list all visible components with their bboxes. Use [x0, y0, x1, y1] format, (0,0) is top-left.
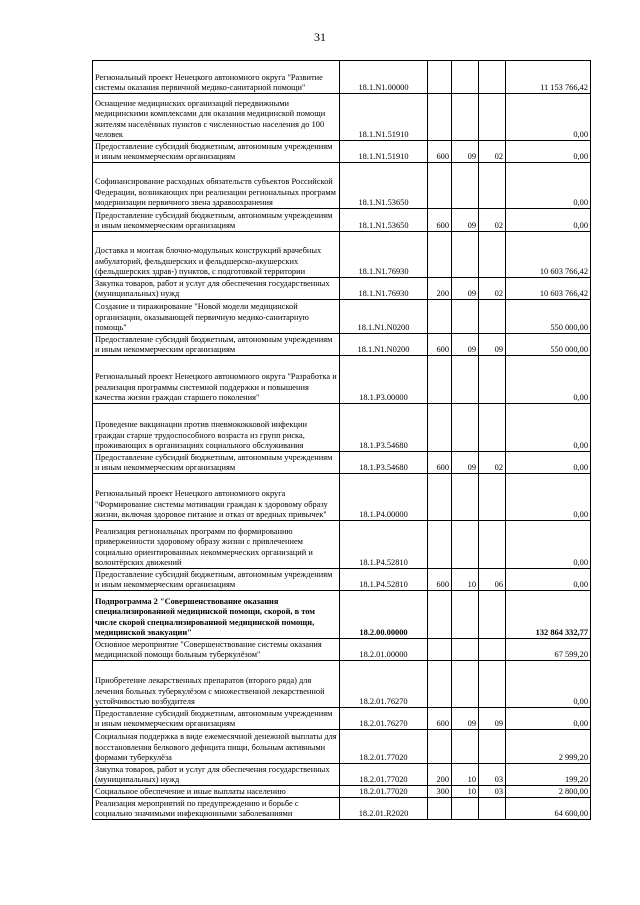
expense-type — [428, 61, 452, 94]
item-amount: 0,00 — [506, 404, 591, 452]
table-row — [93, 209, 591, 232]
item-name: Софинансирование расходных обязательств субъектов Российской Федерации, возникающих при реализации региональных программ модернизации первичного звена здравоохранения — [93, 163, 340, 209]
item-amount: 0,00 — [506, 452, 591, 474]
table-row — [93, 163, 591, 209]
item-amount: 2 999,20 — [506, 730, 591, 764]
expense-type — [428, 232, 452, 278]
table-row — [93, 708, 591, 730]
item-amount: 10 603 766,42 — [506, 232, 591, 278]
subsection-code: 02 — [479, 209, 506, 232]
subsection-code: 02 — [479, 141, 506, 163]
item-code: 18.2.00.00000 — [340, 591, 428, 639]
table-row — [93, 798, 591, 820]
table-row — [93, 764, 591, 786]
expense-type: 600 — [428, 334, 452, 356]
page-number: 31 — [314, 30, 326, 44]
subsection-code: 09 — [479, 708, 506, 730]
item-name: Приобретение лекарственных препаратов (второго ряда) для лечения больных туберкулёзом с множественной лекарственной устойчивостью возбудителя — [93, 661, 340, 708]
section-code: 09 — [452, 708, 479, 730]
item-amount: 2 800,00 — [506, 786, 591, 798]
expense-type — [428, 591, 452, 639]
expense-type — [428, 639, 452, 661]
section-code — [452, 356, 479, 404]
expense-type — [428, 404, 452, 452]
item-amount: 0,00 — [506, 163, 591, 209]
subsection-code — [479, 591, 506, 639]
item-code: 18.1.N1.53650 — [340, 163, 428, 209]
subsection-code: 03 — [479, 764, 506, 786]
item-code: 18.2.01.00000 — [340, 639, 428, 661]
table-row — [93, 639, 591, 661]
item-name: Региональный проект Ненецкого автономного округа "Развитие системы оказания первичной медико-санитарной помощи" — [93, 61, 340, 94]
item-code: 18.1.P4.00000 — [340, 474, 428, 521]
item-code: 18.2.01.77020 — [340, 786, 428, 798]
item-code: 18.1.N1.N0200 — [340, 334, 428, 356]
section-code: 09 — [452, 334, 479, 356]
item-name: Оснащение медицинских организаций передвижными медицинскими комплексами для оказания медицинской помощи жителям населённых пунктов с численностью населения до 100 человек — [93, 94, 340, 141]
item-name: Социальное обеспечение и иные выплаты населению — [93, 786, 340, 798]
item-name: Социальная поддержка в виде ежемесячной денежной выплаты для восстановления белкового дефицита пищи, больным активными формами туберкулёза — [93, 730, 340, 764]
table-row — [93, 141, 591, 163]
section-code — [452, 404, 479, 452]
table-row — [93, 404, 591, 452]
expense-type: 600 — [428, 569, 452, 591]
section-code — [452, 521, 479, 569]
item-code: 18.1.P4.52810 — [340, 521, 428, 569]
subsection-code — [479, 356, 506, 404]
section-code: 09 — [452, 141, 479, 163]
item-name: Предоставление субсидий бюджетным, автономным учреждениям и иным некоммерческим организациям — [93, 708, 340, 730]
subsection-code — [479, 300, 506, 334]
subsection-code — [479, 521, 506, 569]
item-code: 18.2.01.76270 — [340, 708, 428, 730]
subsection-code: 06 — [479, 569, 506, 591]
item-code: 18.2.01.77020 — [340, 730, 428, 764]
table-row — [93, 591, 591, 639]
expense-type: 200 — [428, 278, 452, 300]
section-code: 10 — [452, 764, 479, 786]
section-code — [452, 591, 479, 639]
subsection-code: 02 — [479, 452, 506, 474]
subsection-code — [479, 474, 506, 521]
expense-type: 200 — [428, 764, 452, 786]
section-code — [452, 61, 479, 94]
subsection-code: 02 — [479, 278, 506, 300]
table-row — [93, 232, 591, 278]
table-row — [93, 356, 591, 404]
item-amount: 11 153 766,42 — [506, 61, 591, 94]
subsection-code — [479, 730, 506, 764]
table-row — [93, 94, 591, 141]
item-name: Закупка товаров, работ и услуг для обеспечения государственных (муниципальных) нужд — [93, 764, 340, 786]
section-code — [452, 474, 479, 521]
table-row — [93, 474, 591, 521]
subsection-code — [479, 639, 506, 661]
table-row — [93, 334, 591, 356]
item-amount: 132 864 332,77 — [506, 591, 591, 639]
item-name: Региональный проект Ненецкого автономного округа "Разработка и реализация программы системной поддержки и повышения качества жизни граждан старшего поколения" — [93, 356, 340, 404]
section-code: 09 — [452, 209, 479, 232]
item-amount: 0,00 — [506, 356, 591, 404]
subsection-code — [479, 661, 506, 708]
section-code: 09 — [452, 452, 479, 474]
section-code — [452, 94, 479, 141]
section-code — [452, 300, 479, 334]
item-amount: 0,00 — [506, 521, 591, 569]
expense-type — [428, 730, 452, 764]
item-amount: 67 599,20 — [506, 639, 591, 661]
item-amount: 550 000,00 — [506, 300, 591, 334]
item-amount: 64 600,00 — [506, 798, 591, 820]
expense-type — [428, 163, 452, 209]
section-code — [452, 232, 479, 278]
item-name: Подпрограмма 2 "Совершенствование оказания специализированной медицинской помощи, скорой, в том числе скорой специализированной медицинской помощи, медицинской эвакуации" — [93, 591, 340, 639]
item-code: 18.1.N1.53650 — [340, 209, 428, 232]
item-code: 18.1.P3.54680 — [340, 452, 428, 474]
item-code: 18.2.01.R2020 — [340, 798, 428, 820]
item-amount: 550 000,00 — [506, 334, 591, 356]
subsection-code — [479, 94, 506, 141]
item-code: 18.2.01.77020 — [340, 764, 428, 786]
expense-type — [428, 521, 452, 569]
subsection-code — [479, 404, 506, 452]
item-amount: 10 603 766,42 — [506, 278, 591, 300]
item-name: Закупка товаров, работ и услуг для обеспечения государственных (муниципальных) нужд — [93, 278, 340, 300]
section-code — [452, 661, 479, 708]
item-amount: 0,00 — [506, 94, 591, 141]
subsection-code — [479, 61, 506, 94]
section-code — [452, 639, 479, 661]
item-name: Проведение вакцинации против пневмококковой инфекции граждан старше трудоспособного возраста из групп риска, проживающих в организациях социального обслуживания — [93, 404, 340, 452]
item-name: Создание и тиражирование "Новой модели медицинской организации, оказывающей первичную медико-санитарную помощь" — [93, 300, 340, 334]
expense-type — [428, 474, 452, 521]
item-amount: 0,00 — [506, 141, 591, 163]
expense-type: 600 — [428, 141, 452, 163]
expense-type: 600 — [428, 708, 452, 730]
table-row — [93, 61, 591, 94]
item-code: 18.1.P3.00000 — [340, 356, 428, 404]
item-name: Предоставление субсидий бюджетным, автономным учреждениям и иным некоммерческим организациям — [93, 209, 340, 232]
item-code: 18.1.P4.52810 — [340, 569, 428, 591]
section-code: 10 — [452, 786, 479, 798]
subsection-code — [479, 163, 506, 209]
item-name: Предоставление субсидий бюджетным, автономным учреждениям и иным некоммерческим организациям — [93, 452, 340, 474]
expense-type: 600 — [428, 209, 452, 232]
subsection-code: 09 — [479, 334, 506, 356]
item-code: 18.1.N1.51910 — [340, 94, 428, 141]
section-code — [452, 798, 479, 820]
subsection-code — [479, 798, 506, 820]
expense-type — [428, 661, 452, 708]
expense-type: 600 — [428, 452, 452, 474]
budget-table — [92, 60, 591, 820]
item-name: Региональный проект Ненецкого автономного округа "Формирование системы мотивации граждан к здоровому образу жизни, включая здоровое питание и отказ от вредных привычек" — [93, 474, 340, 521]
table-row — [93, 521, 591, 569]
item-code: 18.1.N1.N0200 — [340, 300, 428, 334]
item-amount: 0,00 — [506, 569, 591, 591]
table-row — [93, 661, 591, 708]
item-code: 18.1.N1.51910 — [340, 141, 428, 163]
item-name: Доставка и монтаж блочно-модульных конструкций врачебных амбулаторий, фельдшерских и фельдшерско-акушерских (фельдшерских здрав-) пунктов, с подготовкой территории — [93, 232, 340, 278]
subsection-code — [479, 232, 506, 278]
expense-type — [428, 300, 452, 334]
item-code: 18.2.01.76270 — [340, 661, 428, 708]
table-row — [93, 278, 591, 300]
expense-type — [428, 94, 452, 141]
item-name: Предоставление субсидий бюджетным, автономным учреждениям и иным некоммерческим организациям — [93, 569, 340, 591]
item-name: Предоставление субсидий бюджетным, автономным учреждениям и иным некоммерческим организациям — [93, 334, 340, 356]
item-name: Предоставление субсидий бюджетным, автономным учреждениям и иным некоммерческим организациям — [93, 141, 340, 163]
section-code — [452, 730, 479, 764]
expense-type — [428, 798, 452, 820]
section-code: 10 — [452, 569, 479, 591]
item-name: Реализация региональных программ по формированию приверженности здоровому образу жизни с привлечением социально ориентированных некоммерческих организаций и волонтёрских движений — [93, 521, 340, 569]
item-code: 18.1.N1.76930 — [340, 232, 428, 278]
section-code — [452, 163, 479, 209]
item-amount: 0,00 — [506, 209, 591, 232]
item-name: Основное мероприятие "Совершенствование системы оказания медицинской помощи больным туберкулёзом" — [93, 639, 340, 661]
item-code: 18.1.P3.54680 — [340, 404, 428, 452]
expense-type — [428, 356, 452, 404]
item-amount: 199,20 — [506, 764, 591, 786]
section-code: 09 — [452, 278, 479, 300]
item-code: 18.1.N1.76930 — [340, 278, 428, 300]
item-amount: 0,00 — [506, 661, 591, 708]
table-row — [93, 730, 591, 764]
table-row — [93, 569, 591, 591]
expense-type: 300 — [428, 786, 452, 798]
item-amount: 0,00 — [506, 474, 591, 521]
budget-table-body — [93, 61, 591, 820]
table-row — [93, 452, 591, 474]
item-amount: 0,00 — [506, 708, 591, 730]
subsection-code: 03 — [479, 786, 506, 798]
item-code: 18.1.N1.00000 — [340, 61, 428, 94]
table-row — [93, 300, 591, 334]
table-row — [93, 786, 591, 798]
item-name: Реализация мероприятий по предупреждению и борьбе с социально значимыми инфекционными заболеваниями — [93, 798, 340, 820]
